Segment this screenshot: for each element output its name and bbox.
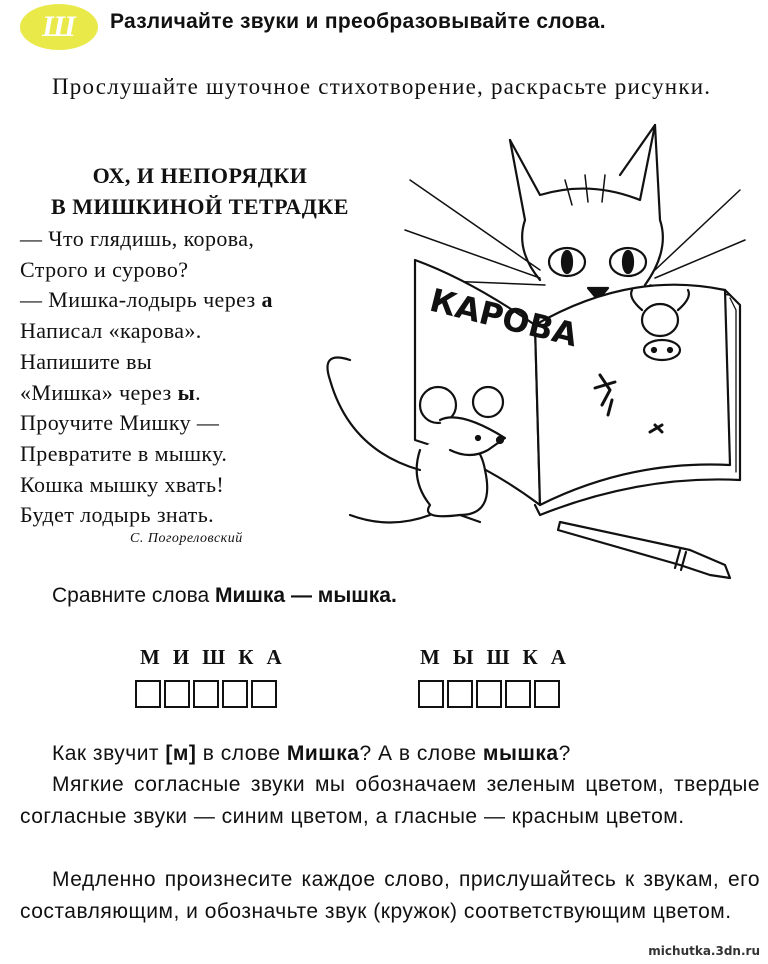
question-text: ? [558, 742, 571, 765]
compare-words: Мишка — мышка. [215, 584, 397, 607]
poem-line: «Мишка» через ы. [20, 379, 202, 405]
sound-box[interactable] [418, 680, 444, 708]
poem-body [20, 224, 273, 531]
question-text: ? А в слове [359, 742, 483, 765]
poem-author: С. Погореловский [130, 531, 243, 546]
question-word: мышка [482, 742, 559, 765]
intro-paragraph: Прослушайте шуточное стихотворение, раскрасьте рисунки. [52, 74, 712, 99]
poem-line: Превратите в мышку. [20, 440, 228, 466]
sound-box[interactable] [447, 680, 473, 708]
poem-line: — Что глядишь, корова, [20, 226, 255, 251]
compare-line [52, 584, 397, 608]
question-text: в слове [196, 742, 287, 765]
poem-line: Строго и сурово? [20, 256, 189, 282]
poem-bold-letter: ы [177, 379, 196, 405]
poem-line: Проучите Мишку — [20, 410, 220, 436]
poem-line-text: «Мишка» через [20, 379, 178, 405]
word-mishka: МИШКА [140, 645, 295, 669]
book-word: КАРОВА [426, 280, 582, 355]
watermark: michutka.3dn.ru [648, 944, 760, 958]
compare-prefix: Сравните слова [52, 584, 216, 607]
sound-box[interactable] [222, 680, 248, 708]
sound-box[interactable] [251, 680, 277, 708]
poem-line: Написал «карова». [20, 318, 202, 344]
sound-boxes-myshka [418, 680, 563, 708]
colors-paragraph: Мягкие согласные звуки мы обозначаем зеленым цветом, твердые согласные звуки — синим цветом, а гласные — красным цветом. [20, 773, 760, 828]
poem-line: Будет лодырь знать. [20, 502, 215, 528]
sound-box[interactable] [534, 680, 560, 708]
sound-box[interactable] [135, 680, 161, 708]
section-heading: Различайте звуки и преобразовывайте слова. [110, 10, 606, 33]
sound-box[interactable] [476, 680, 502, 708]
pen-illustration [558, 522, 730, 578]
poem-title-line-2: В МИШКИНОЙ ТЕТРАДКЕ [51, 194, 349, 219]
sound-box[interactable] [164, 680, 190, 708]
poem-line: Напишите вы [20, 348, 153, 374]
sound-boxes-mishka [135, 680, 280, 708]
word-myshka: МЫШКА [420, 645, 579, 669]
poem-line-text: — Мишка-лодырь через [20, 287, 262, 313]
sound-box[interactable] [193, 680, 219, 708]
question-line [52, 738, 752, 770]
question-word: Мишка [286, 742, 360, 765]
cat-mouse-book-illustration [310, 120, 750, 590]
section-badge-letter: Ш [42, 10, 76, 43]
question-sound: [м] [165, 742, 197, 765]
sound-box[interactable] [505, 680, 531, 708]
instruction-paragraph: Медленно произнесите каждое слово, прислушайтесь к звукам, его составляющим, и обозначьте звук (кружок) соответствующим цветом. [20, 868, 760, 923]
poem-bold-letter: а [261, 287, 273, 313]
poem-line: Кошка мышку хвать! [20, 471, 225, 497]
poem-title-line-1: ОХ, И НЕПОРЯДКИ [92, 163, 308, 188]
poem-line [20, 285, 273, 316]
question-text: Как звучит [52, 742, 166, 765]
